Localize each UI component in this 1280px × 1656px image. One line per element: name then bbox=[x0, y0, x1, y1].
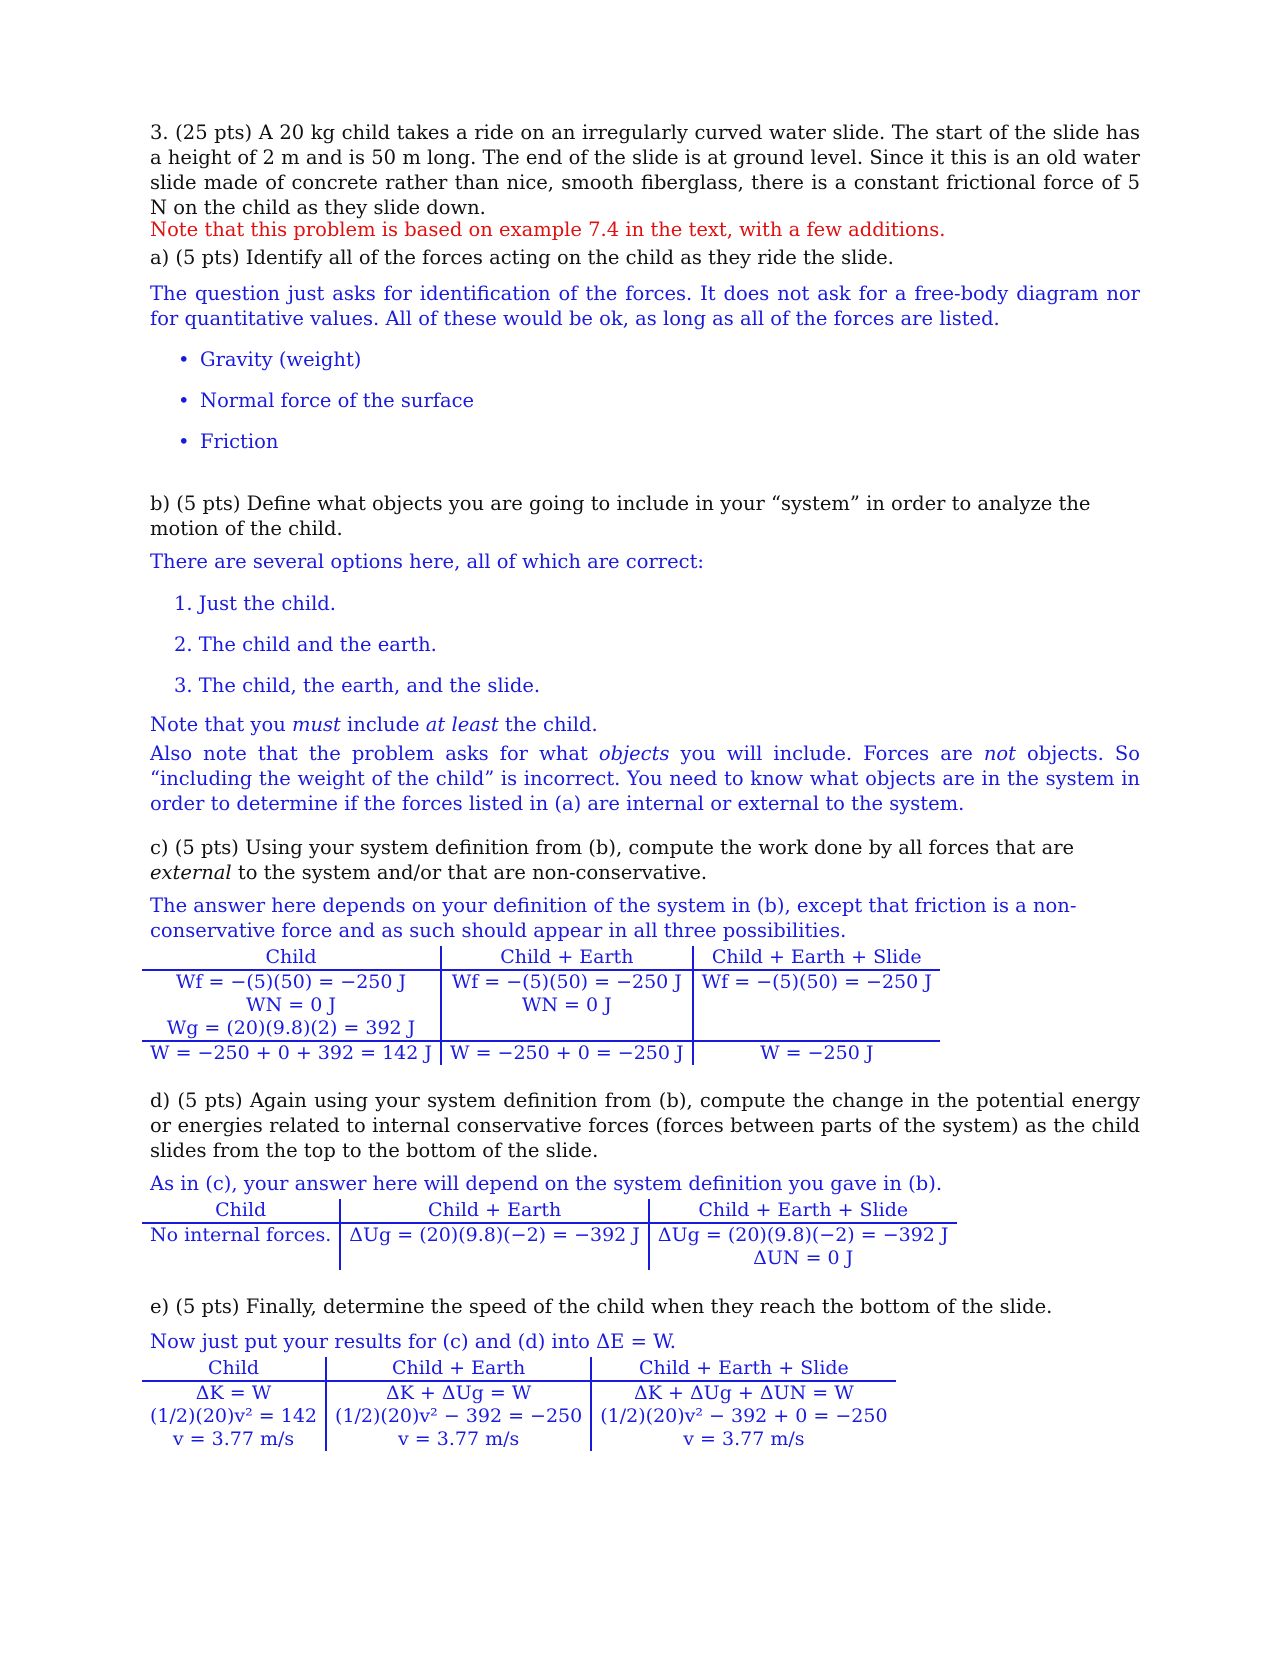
work-table bbox=[142, 946, 940, 1065]
table-cell: WN = 0 J bbox=[441, 994, 693, 1017]
list-item: • Gravity (weight) bbox=[178, 348, 362, 371]
list-item: • Friction bbox=[178, 430, 279, 453]
table-cell: ΔUg = (20)(9.8)(−2) = −392 J bbox=[649, 1223, 957, 1247]
part-e-question: e) (5 pts) Finally, determine the speed of the child when they reach the bottom of the slide. bbox=[150, 1295, 1053, 1318]
col-header: Child bbox=[142, 1357, 326, 1381]
col-header: Child bbox=[142, 946, 441, 970]
part-b-question: b) (5 pts) Define what objects you are going to include in your “system” in order to analyze the motion of the child. bbox=[150, 492, 1091, 540]
table-cell: Wf = −(5)(50) = −250 J bbox=[175, 971, 407, 993]
total-cell: W = −250 + 0 + 392 = 142 J bbox=[142, 1041, 441, 1065]
list-item: 3. The child, the earth, and the slide. bbox=[174, 674, 541, 697]
part-b-answer: There are several options here, all of which are correct: bbox=[150, 550, 704, 573]
col-header: Child + Earth bbox=[441, 946, 693, 970]
table-cell: ΔUg = (20)(9.8)(−2) = −392 J bbox=[340, 1223, 649, 1247]
part-d-answer: As in (c), your answer here will depend on the system definition you gave in (b). bbox=[150, 1172, 943, 1195]
red-note: Note that this problem is based on example 7.4 in the text, with a few additions. bbox=[150, 218, 946, 241]
col-header: Child bbox=[142, 1199, 340, 1223]
table-cell: ΔK = W bbox=[195, 1382, 272, 1404]
table-cell: (1/2)(20)v² − 392 = −250 bbox=[326, 1405, 591, 1428]
part-d-question: d) (5 pts) Again using your system definition from (b), compute the change in the potential energy or energies related to internal conservative forces (forces between parts of the system) as the child slides from the top to the bottom of the slide. bbox=[150, 1089, 1140, 1162]
list-item: • Normal force of the surface bbox=[178, 389, 475, 412]
part-c-question: c) (5 pts) Using your system definition from (b), compute the work done by all forces that are external to the system and/or that are non-conservative. bbox=[150, 836, 1075, 884]
table-cell: Wf = −(5)(50) = −250 J bbox=[693, 970, 940, 994]
total-cell: W = −250 + 0 = −250 J bbox=[441, 1041, 693, 1065]
table-cell: Wf = −(5)(50) = −250 J bbox=[441, 970, 693, 994]
problem-statement: 3. (25 pts) A 20 kg child takes a ride on an irregularly curved water slide. The start of the slide has a height of 2 m and is 50 m long. The end of the slide is at ground level. Since it this is an old water slide made of concrete rather than nice, smooth fiberglass, there is a constant frictional force of 5 N on the child as they slide down. bbox=[150, 121, 1140, 219]
part-a-question: a) (5 pts) Identify all of the forces acting on the child as they ride the slide. bbox=[150, 246, 894, 269]
table-cell: v = 3.77 m/s bbox=[591, 1428, 895, 1451]
table-cell: No internal forces. bbox=[150, 1224, 332, 1246]
col-header: Child + Earth bbox=[340, 1199, 649, 1223]
table-cell: (1/2)(20)v² = 142 bbox=[150, 1405, 318, 1427]
table-cell: WN = 0 J bbox=[246, 994, 336, 1016]
table-cell: ΔUN = 0 J bbox=[649, 1247, 957, 1270]
col-header: Child + Earth + Slide bbox=[693, 946, 940, 970]
table-cell: ΔK + ΔUg + ΔUN = W bbox=[591, 1381, 895, 1405]
part-b-note-1: Note that you must include at least the child. bbox=[150, 713, 598, 736]
list-item: 2. The child and the earth. bbox=[174, 633, 437, 656]
table-cell: Wg = (20)(9.8)(2) = 392 J bbox=[166, 1017, 416, 1039]
table-cell: v = 3.77 m/s bbox=[326, 1428, 591, 1451]
total-cell: W = −250 J bbox=[693, 1041, 940, 1065]
speed-table bbox=[142, 1357, 896, 1451]
col-header: Child + Earth + Slide bbox=[649, 1199, 957, 1223]
forces-list bbox=[178, 347, 474, 470]
col-header: Child + Earth + Slide bbox=[591, 1357, 895, 1381]
list-item: 1. Just the child. bbox=[174, 592, 336, 615]
part-c-answer: The answer here depends on your definition of the system in (b), except that friction is a non-conservative force and as such should appear in all three possibilities. bbox=[150, 894, 1077, 942]
part-a-answer: The question just asks for identification of the forces. It does not ask for a free-body diagram nor for quantitative values. All of these would be ok, as long as all of the forces are listed. bbox=[150, 282, 1140, 330]
table-cell: (1/2)(20)v² − 392 + 0 = −250 bbox=[591, 1405, 895, 1428]
potential-energy-table bbox=[142, 1199, 957, 1270]
table-cell: v = 3.77 m/s bbox=[172, 1428, 295, 1450]
part-e-answer: Now just put your results for (c) and (d) into ΔE = W. bbox=[150, 1330, 676, 1353]
table-cell: ΔK + ΔUg = W bbox=[326, 1381, 591, 1405]
col-header: Child + Earth bbox=[326, 1357, 591, 1381]
system-options-list bbox=[174, 591, 540, 714]
part-b-note-2: Also note that the problem asks for what objects you will include. Forces are not objects. So “including the weight of the child” is incorrect. You need to know what objects are in the system in order to determine if the forces listed in (a) are internal or external to the system. bbox=[150, 742, 1140, 815]
